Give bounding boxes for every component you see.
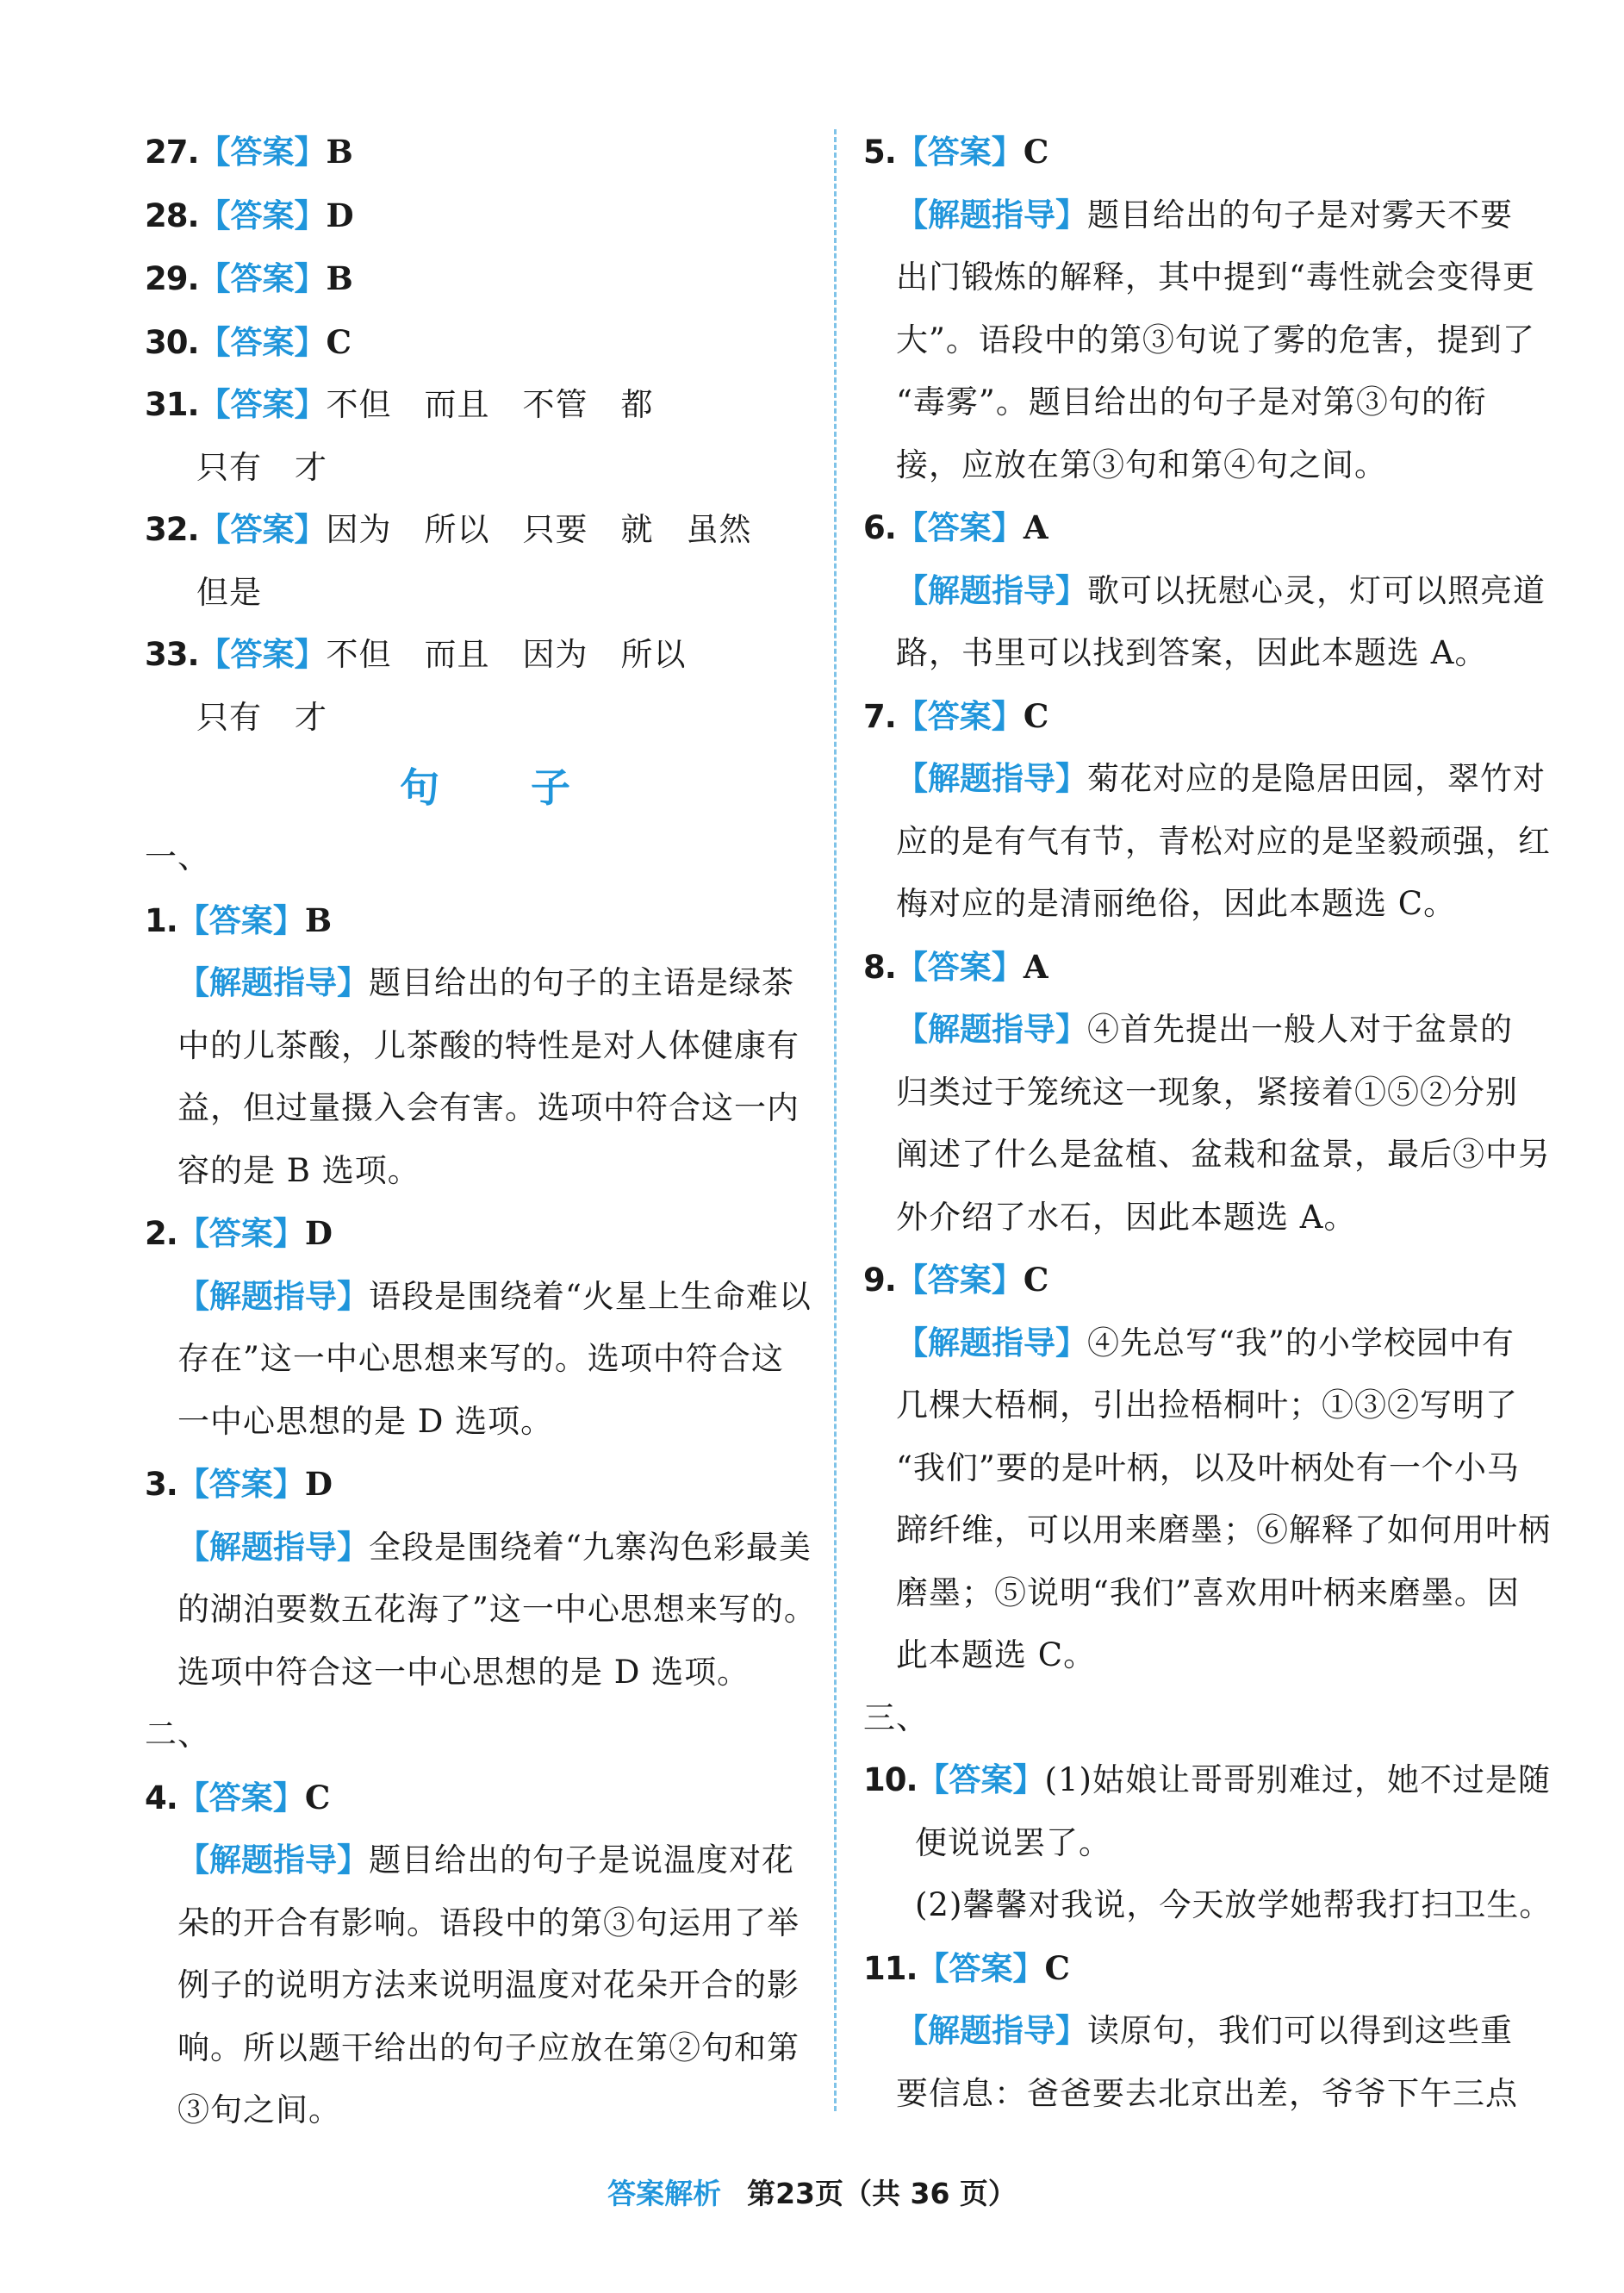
guide-line: 要信息：爸爸要去北京出差，爷爷下午三点: [896, 2074, 1518, 2112]
guide-line: 梅对应的是清丽绝俗，因此本题选 C。: [896, 885, 1457, 922]
guide-line: 中的儿茶酸，儿茶酸的特性是对人体健康有: [177, 1026, 800, 1064]
guide-line: 磨墨；⑤说明“我们”喜欢用叶柄来磨墨。因: [896, 1573, 1520, 1611]
answer-30: 30.【答案】C: [145, 322, 352, 361]
answer-tag: 【答案】: [177, 901, 305, 939]
guide-line: 朵的开合有影响。语段中的第③句运用了举: [177, 1904, 800, 1941]
answer-tag: 【答案】: [177, 1466, 305, 1503]
answer-tag: 【答案】: [198, 386, 327, 423]
answer-4: 4.【答案】C: [145, 1778, 332, 1816]
answer-tag: 【答案】: [177, 1779, 305, 1816]
answer-33-cont: 只有 才: [196, 698, 327, 736]
guide-line: 【解题指导】语段是围绕着“火星上生命难以: [177, 1277, 812, 1315]
right-column: [863, 121, 1552, 2125]
answer-32-cont: 但是: [196, 573, 262, 611]
page-number: 第23页（共 36 页）: [747, 2177, 1017, 2210]
answer-10: 10.【答案】(1)姑娘让哥哥别难过，她不过是随: [863, 1761, 1551, 1798]
guide-line: 路，书里可以找到答案，因此本题选 A。: [896, 634, 1488, 671]
guide-line: 应的是有气有节，青松对应的是坚毅顽强，红: [896, 822, 1551, 860]
guide-line: 此本题选 C。: [896, 1636, 1097, 1673]
guide-line: 归类过于笼统这一现象，紧接着①⑤②分别: [896, 1073, 1518, 1111]
guide-line: “我们”要的是叶柄，以及叶柄处有一个小马: [896, 1449, 1520, 1486]
guide-line: 接，应放在第③句和第④句之间。: [896, 446, 1387, 483]
part-heading: 一、: [145, 838, 210, 875]
guide-line: 响。所以题干给出的句子应放在第②句和第: [177, 2028, 800, 2066]
answer-9: 9.【答案】C: [863, 1261, 1050, 1299]
answer-tag: 【答案】: [198, 134, 327, 171]
part-heading: 三、: [863, 1698, 929, 1736]
guide-line: ③句之间。: [177, 2091, 341, 2128]
guide-tag: 【解题指导】: [177, 1841, 369, 1879]
answer-1: 1.【答案】B: [145, 900, 333, 939]
answer-tag: 【答案】: [917, 1949, 1045, 1987]
answer-tag: 【答案】: [198, 260, 327, 297]
footer-label: 答案解析: [607, 2177, 722, 2210]
guide-line: 【解题指导】题目给出的句子是说温度对花: [177, 1841, 794, 1879]
page-footer: [0, 2171, 1624, 2212]
answer-7: 7.【答案】C: [863, 696, 1050, 735]
guide-line: 大”。语段中的第③句说了雾的危害，提到了: [896, 321, 1535, 358]
guide-line: 选项中符合这一中心思想的是 D 选项。: [177, 1653, 750, 1691]
answer-tag: 【答案】: [198, 636, 327, 673]
guide-tag: 【解题指导】: [177, 1528, 369, 1566]
guide-line: 【解题指导】全段是围绕着“九寨沟色彩最美: [177, 1528, 812, 1566]
guide-line: 【解题指导】④先总写“我”的小学校园中有: [896, 1324, 1515, 1361]
guide-line: 【解题指导】④首先提出一般人对于盆景的: [896, 1011, 1513, 1048]
guide-line: 【解题指导】歌可以抚慰心灵，灯可以照亮道: [896, 571, 1546, 609]
answer-8: 8.【答案】A: [863, 947, 1049, 986]
guide-line: 一中心思想的是 D 选项。: [177, 1402, 554, 1440]
guide-line: 蹄纤维，可以用来磨墨；⑥解释了如何用叶柄: [896, 1511, 1551, 1548]
guide-line: 【解题指导】菊花对应的是隐居田园，翠竹对: [896, 760, 1546, 797]
answer-31: 31.【答案】不但 而且 不管 都: [145, 386, 654, 423]
answer-3: 3.【答案】D: [145, 1465, 333, 1503]
guide-line: 例子的说明方法来说明温度对花朵开合的影: [177, 1966, 800, 2003]
answer-10-cont: 便说说罢了。: [915, 1823, 1111, 1861]
answer-5: 5.【答案】C: [863, 133, 1050, 171]
answer-tag: 【答案】: [895, 697, 1024, 735]
answer-27: 27.【答案】B: [145, 133, 354, 171]
answer-tag: 【答案】: [895, 509, 1024, 546]
guide-tag: 【解题指导】: [177, 964, 369, 1001]
answer-10-sub2: (2)馨馨对我说，今天放学她帮我打扫卫生。: [915, 1886, 1552, 1923]
answer-28: 28.【答案】D: [145, 196, 355, 234]
guide-tag: 【解题指导】: [896, 571, 1087, 609]
guide-tag: 【解题指导】: [896, 1324, 1087, 1361]
guide-line: 【解题指导】读原句，我们可以得到这些重: [896, 2012, 1513, 2049]
answer-11: 11.【答案】C: [863, 1948, 1071, 1987]
answer-tag: 【答案】: [895, 134, 1024, 171]
guide-line: “毒雾”。题目给出的句子是对第③句的衔: [896, 383, 1487, 421]
answer-31-cont: 只有 才: [196, 448, 327, 486]
column-divider: [834, 129, 837, 2111]
answer-tag: 【答案】: [177, 1215, 305, 1252]
answer-32: 32.【答案】因为 所以 只要 就 虽然: [145, 511, 752, 548]
guide-line: 阐述了什么是盆植、盆栽和盆景，最后③中另: [896, 1136, 1551, 1173]
guide-line: 存在”这一中心思想来写的。选项中符合这: [177, 1340, 784, 1377]
guide-line: 益，但过量摄入会有害。选项中符合这一内: [177, 1089, 800, 1126]
guide-line: 【解题指导】题目给出的句子的主语是绿茶: [177, 964, 794, 1001]
answer-tag: 【答案】: [198, 323, 327, 361]
guide-tag: 【解题指导】: [177, 1277, 369, 1315]
guide-line: 【解题指导】题目给出的句子是对雾天不要: [896, 196, 1513, 234]
answer-33: 33.【答案】不但 而且 因为 所以: [145, 636, 687, 673]
guide-line: 的湖泊要数五花海了”这一中心思想来写的。: [177, 1591, 817, 1628]
guide-tag: 【解题指导】: [896, 1011, 1087, 1048]
answer-2: 2.【答案】D: [145, 1214, 333, 1252]
answer-29: 29.【答案】B: [145, 259, 354, 297]
guide-line: 几棵大梧桐，引出捡梧桐叶；①③②写明了: [896, 1386, 1518, 1424]
guide-line: 外介绍了水石，因此本题选 A。: [896, 1198, 1357, 1236]
answer-tag: 【答案】: [198, 196, 327, 234]
guide-tag: 【解题指导】: [896, 760, 1087, 797]
left-column: [145, 121, 817, 2142]
part-heading: 二、: [145, 1716, 210, 1753]
answer-tag: 【答案】: [917, 1761, 1045, 1798]
section-title: 句 子: [400, 764, 596, 811]
answer-6: 6.【答案】A: [863, 508, 1049, 546]
answer-tag: 【答案】: [198, 511, 327, 548]
guide-line: 出门锻炼的解释，其中提到“毒性就会变得更: [896, 259, 1535, 296]
guide-tag: 【解题指导】: [896, 196, 1087, 234]
guide-tag: 【解题指导】: [896, 2012, 1087, 2049]
guide-line: 容的是 B 选项。: [177, 1151, 420, 1189]
answer-tag: 【答案】: [895, 1262, 1024, 1299]
answer-tag: 【答案】: [895, 948, 1024, 986]
